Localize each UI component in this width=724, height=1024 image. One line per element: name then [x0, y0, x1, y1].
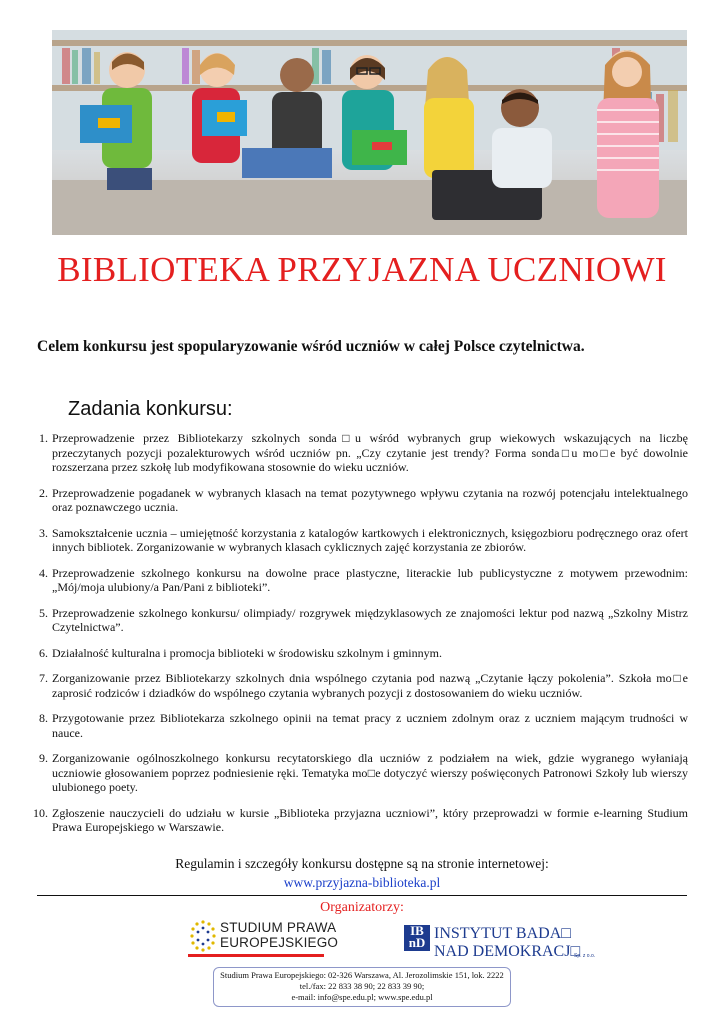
ibnd-logo-text — [434, 925, 580, 961]
list-item-text: Działalność kulturalna i promocja biblioteki w środowisku szkolnym i gminnym. — [52, 645, 442, 660]
list-item-number: 2. — [39, 485, 48, 500]
list-item — [30, 526, 688, 555]
list-item — [30, 711, 688, 740]
list-item — [30, 751, 688, 795]
contact-footer — [213, 967, 511, 1007]
list-item — [30, 606, 688, 635]
list-item-text: Samokształcenie ucznia – umiejętność korzystania z katalogów kartkowych i elektronicznych, księgozbioru podręcznego oraz ofert innych bibliotek. Zorganizowanie w wybranych klasach cyklicznych zajęć korzystania ze zbiorów. — [52, 525, 688, 554]
eu-stars-icon — [188, 918, 218, 954]
list-item-text: Przeprowadzenie przez Bibliotekarzy szkolnych sonda□u wśród wybranych grup wiekowych wskazujących na liczbę przeczytanych pozycji pozalekturowych wśród uczniów pn. „Czy czytanie jest trendy? Forma sonda□u mo□e być dowolnie rozszerzana przez szkołę lub modyfikowana stosownie do wieku uczniów. — [52, 431, 688, 474]
list-item-number: 3. — [39, 525, 48, 540]
ibnd-mark-top: IB — [410, 923, 424, 938]
website-link[interactable]: www.przyjazna-biblioteka.pl — [283, 875, 441, 890]
list-item — [30, 671, 688, 700]
list-item — [30, 646, 688, 661]
list-item-number: 7. — [39, 671, 48, 685]
list-item-text: Zorganizowanie ogólnoszkolnego konkursu recytatorskiego dla uczniów z podziałem na wiek, gdzie wygranego wyłaniają uczniowie głosowaniem poprzez podniesienie ręki. Tematyka mo□e dotyczyć wierszy poświęconych Patronowi Szkoły lub wierszy ulubionego poety. — [52, 751, 688, 794]
ibnd-mark-icon — [404, 925, 430, 951]
list-item-number: 4. — [39, 565, 48, 580]
list-item-text: Przeprowadzenie szkolnego konkursu na dowolne prace plastyczne, literackie lub publicystyczne z motywem przewodnim: „Mój/moja ulubiony/a Pan/Pani z biblioteki”. — [52, 565, 688, 594]
spe-logo-bar — [188, 954, 324, 957]
list-item — [30, 486, 688, 515]
header-photo — [52, 30, 687, 235]
list-item-number: 9. — [39, 751, 48, 765]
tasks-heading: Zadania konkursu: — [68, 398, 233, 420]
list-item-number: 10. — [33, 805, 48, 820]
list-item — [30, 566, 688, 595]
list-item-number: 6. — [39, 645, 48, 660]
page-title: BIBLIOTEKA PRZYJAZNA UCZNIOWI — [57, 250, 667, 289]
spe-logo-line1: STUDIUM PRAWA — [220, 920, 337, 935]
list-item-text: Zgłoszenie nauczycieli do udziału w kursie „Biblioteka przyjazna uczniowi”, który przeprowadzi w formie e-learning Studium Prawa Europejskiego w Warszawie. — [52, 805, 688, 834]
contest-goal: Celem konkursu jest spopularyzowanie wśród uczniów w całej Polsce czytelnictwa. — [37, 338, 585, 355]
ibnd-logo-line1: INSTYTUT BADA□ — [434, 925, 571, 942]
list-item-text: Przeprowadzenie szkolnego konkursu/ olimpiady/ rozgrywek międzyklasowych ze znajomości lektur pod nazwą „Szkolny Mistrz Czytelnictwa”. — [52, 605, 688, 634]
list-item-number: 8. — [39, 711, 48, 725]
footer-email: e-mail: info@spe.edu.pl; www.spe.edu.pl — [291, 992, 433, 1002]
ibnd-logo-line2: NAD DEMOKRACJ□ — [434, 943, 581, 960]
list-item-text: Przeprowadzenie pogadanek w wybranych klasach na temat pozytywnego wpływu czytania na rozwój potencjału intelektualnego oraz poznawczego ucznia. — [52, 485, 688, 514]
list-item — [30, 806, 688, 835]
organizers-label: Organizatorzy: — [320, 900, 404, 915]
list-item-text: Przygotowanie przez Bibliotekarza szkolnego opinii na temat pracy z uczniem zdolnym oraz z uczniem mającym trudności w nauce. — [52, 711, 688, 740]
ibnd-logo — [404, 925, 604, 961]
children-reading-photo-icon — [52, 30, 687, 235]
divider — [37, 895, 687, 896]
list-item-number: 5. — [39, 605, 48, 620]
list-item-text: Zorganizowanie przez Bibliotekarzy szkolnych dnia wspólnego czytania pod nazwą „Czytanie łączy pokolenia”. Szkoła mo□e zaprosić rodziców i dziadków do wspólnego czytania wybranych pozycji z dostosowaniem do wieku uczniów. — [52, 671, 688, 700]
footer-phone: tel./fax: 22 833 38 90; 22 833 39 90; — [299, 981, 425, 991]
spe-logo-line2: EUROPEJSKIEGO — [220, 935, 339, 950]
ibnd-logo-suffix: Sp. z o.o. — [574, 953, 596, 959]
rules-note: Regulamin i szczegóły konkursu dostępne są na stronie internetowej: — [175, 856, 549, 871]
spe-logo-text — [220, 920, 338, 950]
ibnd-mark-bottom: nD — [408, 935, 426, 950]
footer-address: Studium Prawa Europejskiego: 02-326 Warszawa, Al. Jerozolimskie 151, lok. 2222 — [220, 970, 504, 980]
list-item-number: 1. — [39, 431, 48, 445]
list-item — [30, 431, 688, 475]
spe-logo — [188, 918, 348, 960]
tasks-list — [30, 431, 688, 846]
